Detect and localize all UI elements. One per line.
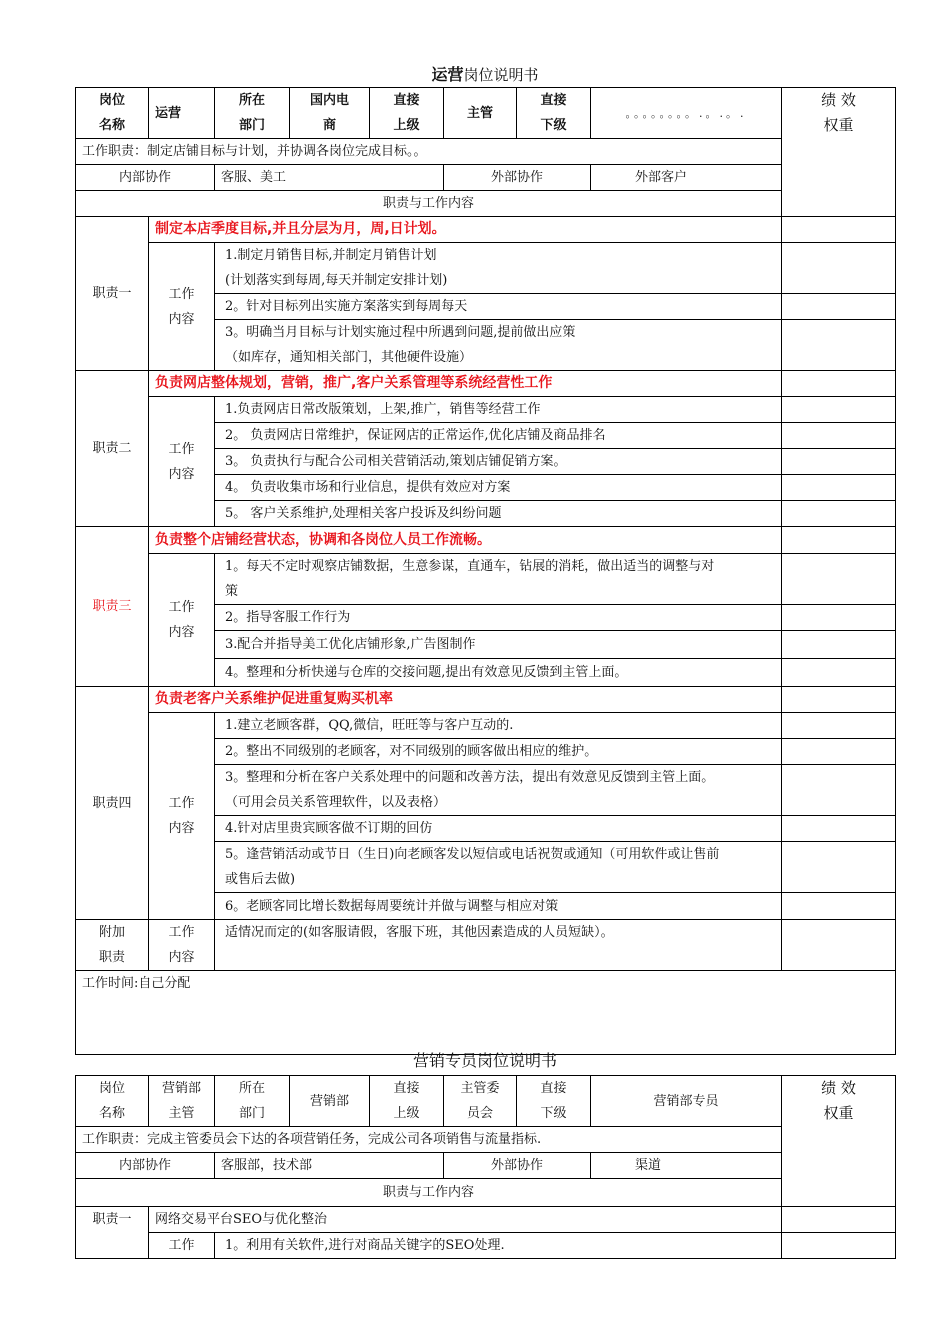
doc2-duty1-item-row	[76, 1233, 896, 1259]
dept-label: 所在 部门	[215, 88, 290, 139]
duty4-item-1-weight	[782, 713, 896, 739]
doc2-subordinate-value: 营销部专员	[591, 1076, 782, 1127]
duty3-name: 职责三	[76, 527, 149, 687]
duty1-heading-row	[76, 217, 896, 243]
internal-value: 客服、美工	[215, 165, 444, 191]
duty2-item-1-weight	[782, 397, 896, 423]
duty2-work-content: 工作 内容	[149, 397, 215, 527]
extra-duty-weight	[782, 920, 896, 971]
duty4-work-content: 工作 内容	[149, 713, 215, 920]
duty2-item-5: 5。 客户关系维护,处理相关客户投诉及纠纷问题	[215, 501, 782, 527]
duty4-weight-cell	[782, 687, 896, 713]
external-label: 外部协作	[444, 165, 591, 191]
doc2-duty1-item-1: 1。利用有关软件,进行对商品关键字的SEO处理.	[215, 1233, 782, 1259]
external-value: 外部客户	[591, 165, 782, 191]
duty3-item-2: 2。指导客服工作行为	[215, 605, 782, 631]
doc2-superior-label: 直接 上级	[370, 1076, 444, 1127]
duty4-name: 职责四	[76, 687, 149, 920]
duty3-heading: 负责整个店铺经营状态，协调和各岗位人员工作流畅。	[149, 527, 782, 554]
doc1-title	[75, 65, 895, 85]
duty3-item-4-weight	[782, 659, 896, 687]
duty1-item-row	[76, 243, 896, 294]
subordinate-label: 直接 下级	[517, 88, 591, 139]
duty2-heading: 负责网店整体规划，营销，推广,客户关系管理等系统经营性工作	[149, 371, 782, 397]
duty4-item-5-weight	[782, 842, 896, 893]
doc2-duty-summary-row	[76, 1127, 896, 1153]
duty2-item-4: 4。 负责收集市场和行业信息，提供有效应对方案	[215, 475, 782, 501]
duty4-item-row	[76, 713, 896, 739]
duty3-item-row	[76, 554, 896, 605]
extra-duty-label: 附加 职责	[76, 920, 149, 971]
duty4-item-2-weight	[782, 739, 896, 765]
duty1-item-3: 3。明确当月目标与计划实施过程中所遇到问题,提前做出应策 （如库存，通知相关部门，其他硬件设施）	[215, 320, 782, 371]
doc1-table	[75, 87, 896, 1055]
duty3-item-1: 1。每天不定时观察店铺数据，生意参谋，直通车，钻展的消耗，做出适当的调整与对 策	[215, 554, 782, 605]
duty3-heading-row	[76, 527, 896, 554]
duty4-item-1: 1.建立老顾客群，QQ,微信，旺旺等与客户互动的.	[215, 713, 782, 739]
doc2-internal-value: 客服部，技术部	[215, 1153, 444, 1179]
duty4-item-4: 4.针对店里贵宾顾客做不订期的回仿	[215, 816, 782, 842]
internal-label: 内部协作	[76, 165, 215, 191]
extra-work-content: 工作 内容	[149, 920, 215, 971]
doc2-superior-value: 主管委 员会	[444, 1076, 517, 1127]
doc2-external-label: 外部协作	[444, 1153, 591, 1179]
doc1-title-bold: 运营	[431, 65, 464, 84]
duty1-name: 职责一	[76, 217, 149, 371]
doc1-title-rest: 岗位说明书	[463, 66, 539, 84]
weight-column-header: 绩 效 权重	[782, 88, 896, 217]
duty1-item-1: 1.制定月销售目标,并制定月销售计划 (计划落实到每周,每天并制定安排计划)	[215, 243, 782, 294]
doc2-external-value: 渠道	[591, 1153, 782, 1179]
duty1-item-2-weight	[782, 294, 896, 320]
work-time: 工作时间:自己分配	[76, 971, 896, 1055]
superior-value: 主管	[444, 88, 517, 139]
duty2-item-3-weight	[782, 449, 896, 475]
section-header: 职责与工作内容	[76, 191, 782, 217]
doc2-dept-label: 所在 部门	[215, 1076, 290, 1127]
duty1-weight-cell	[782, 217, 896, 243]
doc2-duty-summary: 工作职责：完成主管委员会下达的各项营销任务，完成公司各项销售与流量指标.	[76, 1127, 782, 1153]
duty3-item-3-weight	[782, 631, 896, 659]
duty4-item-5: 5。逢营销活动或节日（生日)向老顾客发以短信或电话祝贺或通知（可用软件或让售前 或售后去做)	[215, 842, 782, 893]
doc2-table	[75, 1075, 896, 1259]
doc2-duty1-item-1-weight	[782, 1233, 896, 1259]
duty4-item-6: 6。老顾客同比增长数据每周要统计并做与调整与相应对策	[215, 893, 782, 920]
doc2-section-header: 职责与工作内容	[76, 1179, 782, 1207]
doc1-header-row	[76, 88, 896, 139]
duty2-weight-cell	[782, 371, 896, 397]
duty2-heading-row	[76, 371, 896, 397]
doc2-duty1-name: 职责一	[76, 1207, 149, 1259]
doc2-title: 营销专员岗位说明书	[412, 1051, 557, 1070]
duty1-item-1-weight	[782, 243, 896, 294]
doc2-work-label: 工作	[149, 1233, 215, 1259]
duty2-item-1: 1.负责网店日常改版策划，上架,推广，销售等经营工作	[215, 397, 782, 423]
subordinate-value: 。。。。。。。。.。.。.	[591, 88, 782, 139]
duty1-item-3-weight	[782, 320, 896, 371]
duty4-item-2: 2。整出不同级别的老顾客，对不同级别的顾客做出相应的维护。	[215, 739, 782, 765]
duty2-item-4-weight	[782, 475, 896, 501]
doc2-duty1-heading-row	[76, 1207, 896, 1233]
duty-summary: 工作职责：制定店铺目标与计划，并协调各岗位完成目标。。	[76, 139, 782, 165]
duty4-item-4-weight	[782, 816, 896, 842]
duty1-work-content: 工作 内容	[149, 243, 215, 371]
work-time-row	[76, 971, 896, 1055]
duty4-item-3-weight	[782, 765, 896, 816]
duty2-item-2: 2。 负责网店日常维护，保证网店的正常运作,优化店铺及商品排名	[215, 423, 782, 449]
superior-label: 直接 上级	[370, 88, 444, 139]
duty2-item-3: 3。 负责执行与配合公司相关营销活动,策划店铺促销方案。	[215, 449, 782, 475]
duty1-heading: 制定本店季度目标,并且分层为月，周,日计划。	[149, 217, 782, 243]
post-label: 岗位 名称	[76, 88, 149, 139]
duty2-item-2-weight	[782, 423, 896, 449]
doc2-collab-row	[76, 1153, 896, 1179]
duty4-item-3: 3。整理和分析在客户关系处理中的问题和改善方法，提出有效意见反馈到主管上面。 （可用会员关系管理软件，以及表格）	[215, 765, 782, 816]
duty2-name: 职责二	[76, 371, 149, 527]
duty3-item-1-weight	[782, 554, 896, 605]
doc1-collab-row	[76, 165, 896, 191]
doc1-section-header-row	[76, 191, 896, 217]
duty3-item-2-weight	[782, 605, 896, 631]
doc2-internal-label: 内部协作	[76, 1153, 215, 1179]
duty4-item-6-weight	[782, 893, 896, 920]
duty3-item-3: 3.配合并指导美工优化店铺形象,广告图制作	[215, 631, 782, 659]
doc2-header-row	[76, 1076, 896, 1127]
duty3-item-4: 4。整理和分析快递与仓库的交接问题,提出有效意见反馈到主管上面。	[215, 659, 782, 687]
doc2-post-label: 岗位 名称	[76, 1076, 149, 1127]
doc2-post-value: 营销部 主管	[149, 1076, 215, 1127]
doc2-subordinate-label: 直接 下级	[517, 1076, 591, 1127]
doc2-duty1-weight	[782, 1207, 896, 1233]
post-value: 运营	[149, 88, 215, 139]
duty4-heading-row	[76, 687, 896, 713]
doc2-duty1-heading: 网络交易平台SEO与优化整治	[149, 1207, 782, 1233]
duty3-work-content: 工作 内容	[149, 554, 215, 687]
extra-duty-value: 适情况而定的(如客服请假，客服下班，其他因素造成的人员短缺）。	[215, 920, 782, 971]
doc2-section-header-row	[76, 1179, 896, 1207]
duty2-item-row	[76, 397, 896, 423]
doc1-duty-summary-row	[76, 139, 896, 165]
duty4-heading: 负责老客户关系维护促进重复购买机率	[149, 687, 782, 713]
duty1-item-2: 2。针对目标列出实施方案落实到每周每天	[215, 294, 782, 320]
duty3-weight-cell	[782, 527, 896, 554]
duty2-item-5-weight	[782, 501, 896, 527]
dept-value: 国内电 商	[290, 88, 370, 139]
doc2-dept-value: 营销部	[290, 1076, 370, 1127]
doc2-weight-column-header: 绩 效 权重	[782, 1076, 896, 1207]
extra-duty-row	[76, 920, 896, 971]
